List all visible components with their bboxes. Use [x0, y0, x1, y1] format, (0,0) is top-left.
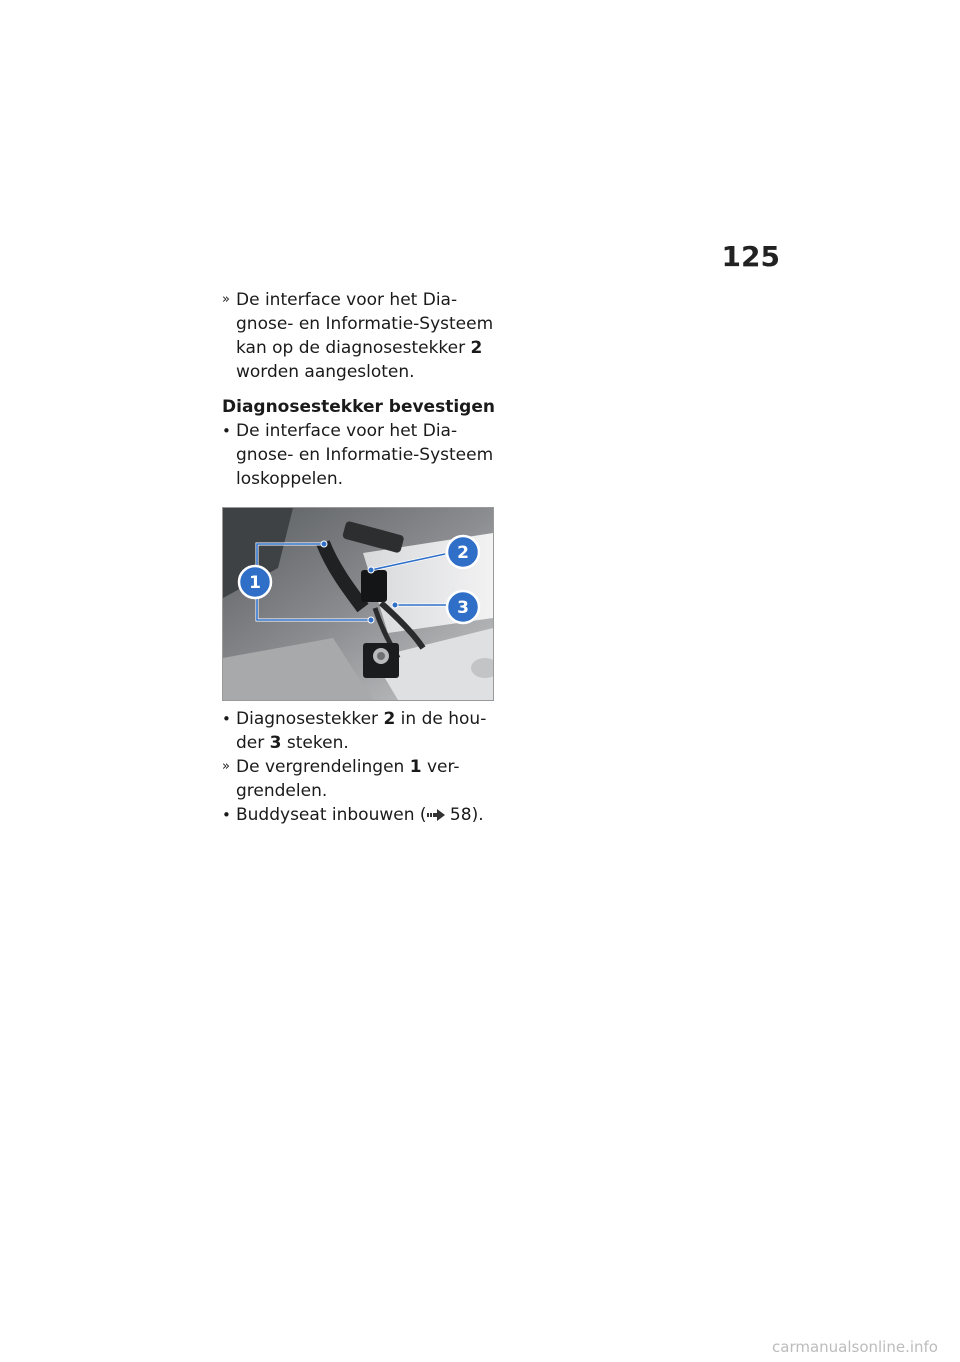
- callout-badge-3: [447, 591, 479, 623]
- text-line: [236, 707, 498, 731]
- text-run: steken.: [281, 733, 349, 753]
- callout-ref: 2: [383, 709, 396, 729]
- text-run: De vergrendelingen: [236, 757, 410, 777]
- callout-ref: 2: [470, 338, 483, 358]
- page-number: 125: [721, 240, 780, 273]
- text-run: in de hou-: [395, 709, 487, 729]
- diagnostic-plug-photo: [222, 507, 494, 701]
- step-disconnect-interface: [222, 419, 498, 491]
- text-line: gnose- en Informatie-Systeem: [236, 314, 494, 334]
- callout-badge-1: [239, 566, 271, 598]
- text-line: [236, 731, 498, 755]
- manual-content: [222, 288, 498, 827]
- callout-ref: 3: [269, 733, 282, 753]
- text-run: Diagnosestekker: [236, 709, 384, 729]
- section-heading: Diagnosestekker bevestigen: [222, 397, 495, 417]
- bullet-marker: •: [222, 422, 231, 440]
- callout-2-label: 2: [457, 543, 469, 563]
- text-line: [236, 803, 498, 827]
- text-line: gnose- en Informatie-Systeem: [236, 445, 494, 465]
- result-marker: »: [222, 292, 230, 307]
- cross-reference[interactable]: 58).: [444, 805, 484, 825]
- callout-ref: 1: [409, 757, 422, 777]
- step-install-buddyseat: [222, 803, 498, 827]
- step-connect-interface: [222, 288, 498, 384]
- callout-3-label: 3: [457, 598, 469, 618]
- bullet-marker: •: [222, 806, 231, 824]
- text-line: [236, 336, 498, 360]
- step-insert-plug: [222, 707, 498, 755]
- callout-badge-2: [447, 536, 479, 568]
- text-line: De interface voor het Dia-: [236, 290, 458, 310]
- bullet-marker: •: [222, 710, 231, 728]
- text-line: loskoppelen.: [236, 469, 344, 489]
- text-line: grendelen.: [236, 781, 328, 801]
- arrow-right-icon: [427, 805, 445, 825]
- step-lock-latches: [222, 755, 498, 803]
- text-line: worden aangesloten.: [236, 362, 415, 382]
- text-line: De interface voor het Dia-: [236, 421, 458, 441]
- result-marker: »: [222, 759, 230, 774]
- text-run: kan op de diagnosestekker: [236, 338, 471, 358]
- text-run: ver-: [421, 757, 460, 777]
- site-watermark: carmanualsonline.info: [772, 1338, 938, 1356]
- text-run: der: [236, 733, 270, 753]
- callout-1-label: 1: [249, 573, 261, 593]
- text-run: Buddyseat inbouwen (: [236, 805, 427, 825]
- text-line: [236, 755, 498, 779]
